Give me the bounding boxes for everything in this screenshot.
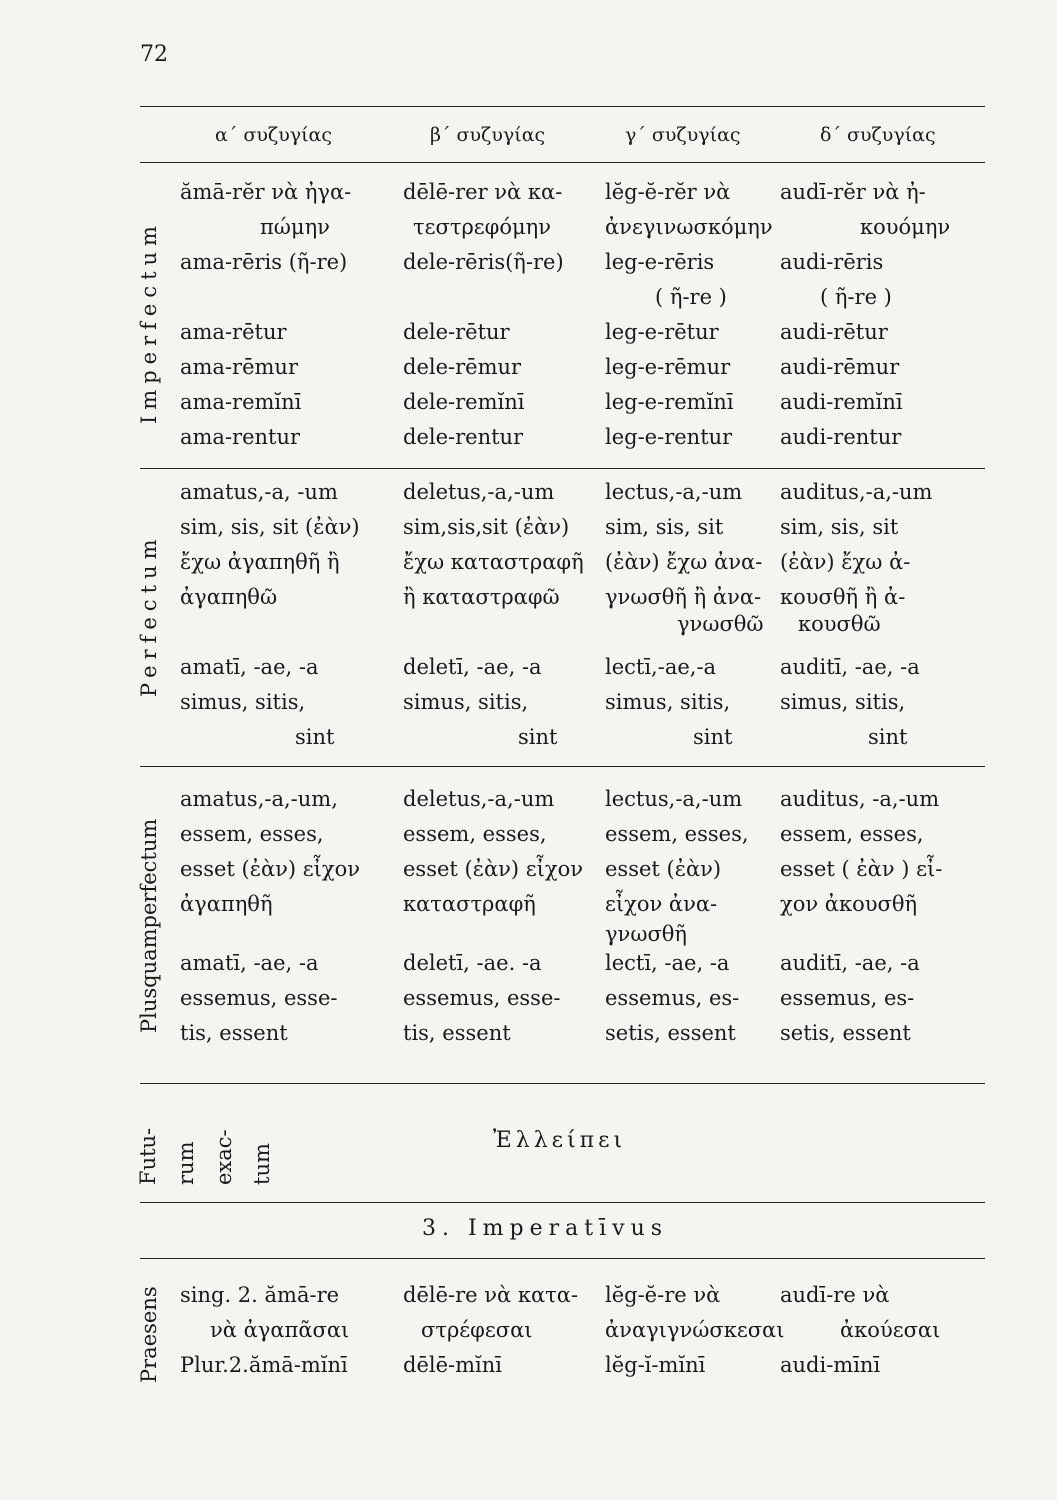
futurum-exactum-label-2: rum (174, 1141, 198, 1185)
imperfectum-conj4-line: audi-rēris (780, 250, 884, 274)
imperfectum-conj3-line: leg-e-rēmur (605, 355, 731, 379)
perfectum-conj3-line: lectus,-a,-um (605, 480, 743, 504)
imperfectum-conj4-line: audi-rēmur (780, 355, 900, 379)
header-conj-3: γ΄ συζυγίας (625, 124, 741, 146)
plusquamperfectum-conj3-line: esset (ἐὰν) (605, 857, 722, 881)
imperativus-conj1-line: νὰ ἀγαπᾶσαι (210, 1318, 350, 1342)
plusquamperfectum-conj1-line: essemus, esse- (180, 986, 338, 1010)
header-top-rule (140, 106, 985, 107)
plusquamperfectum-conj3-line: essem, esses, (605, 822, 749, 846)
plusquamperfectum-conj1-line: amatī, -ae, -a (180, 951, 319, 975)
plusquamperfectum-conj1-line: tis, essent (180, 1021, 288, 1045)
imperfectum-conj3-line: leg-e-remĭnī (605, 390, 734, 414)
imperfectum-conj1-line: πώμην (260, 215, 330, 239)
perfectum-conj2-line: deletus,-a,-um (403, 480, 555, 504)
imperfectum-rule (140, 468, 985, 469)
perfectum-conj1-line (180, 615, 360, 650)
imperativus-conj4-line: ἀκούεσαι (840, 1318, 941, 1342)
perfectum-conj3-line: (ἐὰν) ἔχω ἀνα- (605, 550, 763, 574)
plusquamperfectum-conj4-line: setis, essent (780, 1021, 911, 1045)
perfectum-rule (140, 766, 985, 767)
perfectum-conj1 (180, 475, 360, 755)
imperfectum-conj4-line: audi-remĭnī (780, 390, 903, 414)
perfectum-conj4-line: sim, sis, sit (780, 515, 899, 539)
perfectum-conj4-line: κουσθῶ (798, 612, 881, 636)
imperfectum-conj2-line: dele-remĭnī (403, 390, 525, 414)
imperfectum-conj2-line (403, 280, 564, 315)
imperfectum-conj1-line (180, 280, 351, 315)
perfectum-conj1-line: amatī, -ae, -a (180, 655, 319, 679)
imperfectum-conj4-line: audi-rētur (780, 320, 888, 344)
imperfectum-conj4 (780, 175, 950, 455)
plusquamperfectum-conj4-line (780, 922, 942, 946)
futurum-exactum-label-3: exac- (212, 1129, 236, 1185)
perfectum-conj3-line: lectī,-ae,-a (605, 655, 717, 679)
perfectum-conj4-line: auditus,-a,-um (780, 480, 933, 504)
imperativus-heading: 3. Imperatīvus (422, 1216, 669, 1241)
plusquamperfectum-conj4-line: auditī, -ae, -a (780, 951, 920, 975)
perfectum-conj4-line: κουσθῆ ἢ ἀ- (780, 585, 906, 609)
perfectum-conj1-line: sim, sis, sit (ἐὰν) (180, 515, 360, 539)
imperativus-praesens-label: Praesens (137, 1286, 161, 1384)
perfectum-conj2 (403, 475, 584, 755)
plusquamperfectum-conj3-line: lectus,-a,-um (605, 787, 743, 811)
imperativus-conj3-line: ἀναγιγνώσκεσαι (605, 1318, 785, 1342)
plusquamperfectum-conj3 (605, 782, 749, 1051)
perfectum-conj1-line: sint (295, 725, 335, 749)
imperfectum-conj2-line: dele-rētur (403, 320, 510, 344)
plusquamperfectum-conj3-line: εἶχον ἀνα- (605, 892, 718, 916)
imperativus-conj4 (780, 1278, 940, 1383)
futurum-exactum-text: Ἐλλείπει (493, 1128, 627, 1153)
imperativus-conj4-line: audi-mīnī (780, 1353, 881, 1377)
plusquamperfectum-conj2-line: deletus,-a,-um (403, 787, 555, 811)
plusquamperfectum-label: Plusquamperfectum (137, 818, 161, 1034)
header-bottom-rule (140, 162, 985, 163)
plusquamperfectum-conj2-line (403, 922, 583, 946)
imperativus-conj3-line: lĕg-ĕ-re νὰ (605, 1283, 721, 1307)
imperfectum-conj2 (403, 175, 564, 455)
perfectum-conj1-line: ἔχω ἀγαπηθῆ ἢ (180, 550, 340, 574)
imperfectum-conj2-line: dēlē-rer νὰ κα- (403, 180, 563, 204)
imperfectum-conj2-line: dele-rentur (403, 425, 524, 449)
perfectum-conj2-line: simus, sitis, (403, 690, 529, 714)
header-conj-2: β΄ συζυγίας (430, 124, 546, 146)
plusquamperfectum-conj4-line: esset ( ἐὰν ) εἶ- (780, 857, 943, 881)
plusquamperfectum-conj2-line: esset (ἐὰν) εἶχον (403, 857, 584, 881)
futurum-exactum-rule (140, 1202, 985, 1203)
imperfectum-conj4-line: audī-rĕr νὰ ἠ- (780, 180, 926, 204)
perfectum-conj2-line (403, 615, 584, 650)
plusquamperfectum-conj2-line: essem, esses, (403, 822, 547, 846)
plusquamperfectum-conj4-line: χον ἀκουσθῆ (780, 892, 918, 916)
imperativus-conj2-line: στρέφεσαι (421, 1318, 533, 1342)
plusquamperfectum-conj1-line: amatus,-a,-um, (180, 787, 338, 811)
plusquamperfectum-conj2-line: deletī, -ae. -a (403, 951, 542, 975)
plusquamperfectum-conj1-line: essem, esses, (180, 822, 324, 846)
plusquamperfectum-conj3-line: setis, essent (605, 1021, 736, 1045)
imperfectum-conj3 (605, 175, 773, 455)
perfectum-conj3-line: sim, sis, sit (605, 515, 724, 539)
imperfectum-conj1-line: ama-rēmur (180, 355, 298, 379)
plusquamperfectum-conj3-line: γνωσθῆ (605, 922, 688, 946)
plusquamperfectum-conj2-line: essemus, esse- (403, 986, 561, 1010)
perfectum-conj3-line: sint (693, 725, 733, 749)
perfectum-conj2-line: sim,sis,sit (ἐὰν) (403, 515, 570, 539)
plusquamperfectum-conj2-line: καταστραφῆ (403, 892, 536, 916)
imperativus-conj1 (180, 1278, 349, 1383)
imperfectum-conj3-line: leg-e-rentur (605, 425, 733, 449)
header-conj-1: α΄ συζυγίας (215, 124, 333, 146)
imperfectum-conj2-line: dele-rēris(ῆ-re) (403, 250, 564, 274)
perfectum-conj4 (780, 475, 932, 755)
perfectum-conj4-line: (ἐὰν) ἔχω ἀ- (780, 550, 911, 574)
perfectum-conj4-line: sint (868, 725, 908, 749)
imperativus-conj3 (605, 1278, 784, 1383)
perfectum-conj2-line: ἢ καταστραφῶ (403, 585, 560, 609)
imperfectum-conj4-line: audi-rentur (780, 425, 902, 449)
imperfectum-conj1-line: ama-rēris (ῆ-re) (180, 250, 348, 274)
plusquamperfectum-conj3-line: essemus, es- (605, 986, 740, 1010)
perfectum-conj2-line: ἔχω καταστραφῆ (403, 550, 584, 574)
imperativus-conj2 (403, 1278, 578, 1383)
imperfectum-conj4-line: ( ῆ-re ) (820, 285, 892, 309)
plusquamperfectum-conj2 (403, 782, 583, 1051)
imperfectum-conj4-line: κουόμην (860, 215, 951, 239)
page-number: 72 (140, 42, 168, 67)
futurum-exactum-label-1: Futu- (136, 1127, 160, 1185)
imperfectum-conj3-line: leg-e-rēris (605, 250, 715, 274)
imperfectum-conj1-line: ama-remĭnī (180, 390, 302, 414)
imperativus-conj1-line: sing. 2. ămā-re (180, 1283, 340, 1307)
imperativus-conj4-line: audī-re νὰ (780, 1283, 890, 1307)
imperfectum-conj1 (180, 175, 351, 455)
imperfectum-conj3-line: lĕg-ĕ-rĕr νὰ (605, 180, 731, 204)
imperfectum-label: Imperfectum (137, 220, 161, 425)
plusquamperfectum-conj1 (180, 782, 360, 1051)
perfectum-conj2-line: sint (518, 725, 558, 749)
imperativus-conj2-line: dēlē-mĭnī (403, 1353, 502, 1377)
plusquamperfectum-conj4-line: essemus, es- (780, 986, 915, 1010)
plusquamperfectum-conj1-line: esset (ἐὰν) εἶχον (180, 857, 361, 881)
perfectum-conj1-line: ἀγαπηθῶ (180, 585, 278, 609)
imperfectum-conj2-line: dele-rēmur (403, 355, 522, 379)
imperfectum-conj3-line: ἀνεγινωσκόμην (605, 215, 773, 239)
header-conj-4: δ΄ συζυγίας (820, 124, 936, 146)
plusquamperfectum-conj4 (780, 782, 942, 1051)
imperfectum-conj1-line: ama-rentur (180, 425, 301, 449)
plusquamperfectum-rule (140, 1083, 985, 1084)
futurum-exactum-label-4: tum (250, 1143, 274, 1185)
plusquamperfectum-conj4-line: essem, esses, (780, 822, 924, 846)
imperfectum-conj3-line: ( ῆ-re ) (655, 285, 727, 309)
imperfectum-conj3-line: leg-e-rētur (605, 320, 719, 344)
imperativus-conj3-line: lĕg-ĭ-mĭnī (605, 1353, 706, 1377)
perfectum-conj3-line: γνωσθῶ (677, 612, 764, 636)
perfectum-conj2-line: deletī, -ae, -a (403, 655, 542, 679)
perfectum-conj3-line: simus, sitis, (605, 690, 731, 714)
plusquamperfectum-conj1-line (180, 922, 360, 946)
perfectum-conj1-line: amatus,-a, -um (180, 480, 338, 504)
perfectum-conj4-line: auditī, -ae, -a (780, 655, 920, 679)
plusquamperfectum-conj1-line: ἀγαπηθῆ (180, 892, 273, 916)
perfectum-conj3 (605, 475, 764, 755)
plusquamperfectum-conj4-line: auditus, -a,-um (780, 787, 940, 811)
imperativus-conj1-line: Plur.2.ămā-mĭnī (180, 1353, 348, 1377)
imperfectum-conj1-line: ămā-rĕr νὰ ἠγα- (180, 180, 352, 204)
imperfectum-conj2-line: τεστρεφόμην (413, 215, 552, 239)
perfectum-conj4-line: simus, sitis, (780, 690, 906, 714)
perfectum-conj1-line: simus, sitis, (180, 690, 306, 714)
plusquamperfectum-conj3-line: lectī, -ae, -a (605, 951, 730, 975)
perfectum-label: Perfectum (137, 533, 161, 697)
plusquamperfectum-conj2-line: tis, essent (403, 1021, 511, 1045)
imperfectum-conj1-line: ama-rētur (180, 320, 287, 344)
imperativus-conj2-line: dēlē-re νὰ κατα- (403, 1283, 579, 1307)
perfectum-conj3-line: γνωσθῆ ἢ ἀνα- (605, 585, 762, 609)
imperativus-heading-rule (140, 1258, 985, 1259)
